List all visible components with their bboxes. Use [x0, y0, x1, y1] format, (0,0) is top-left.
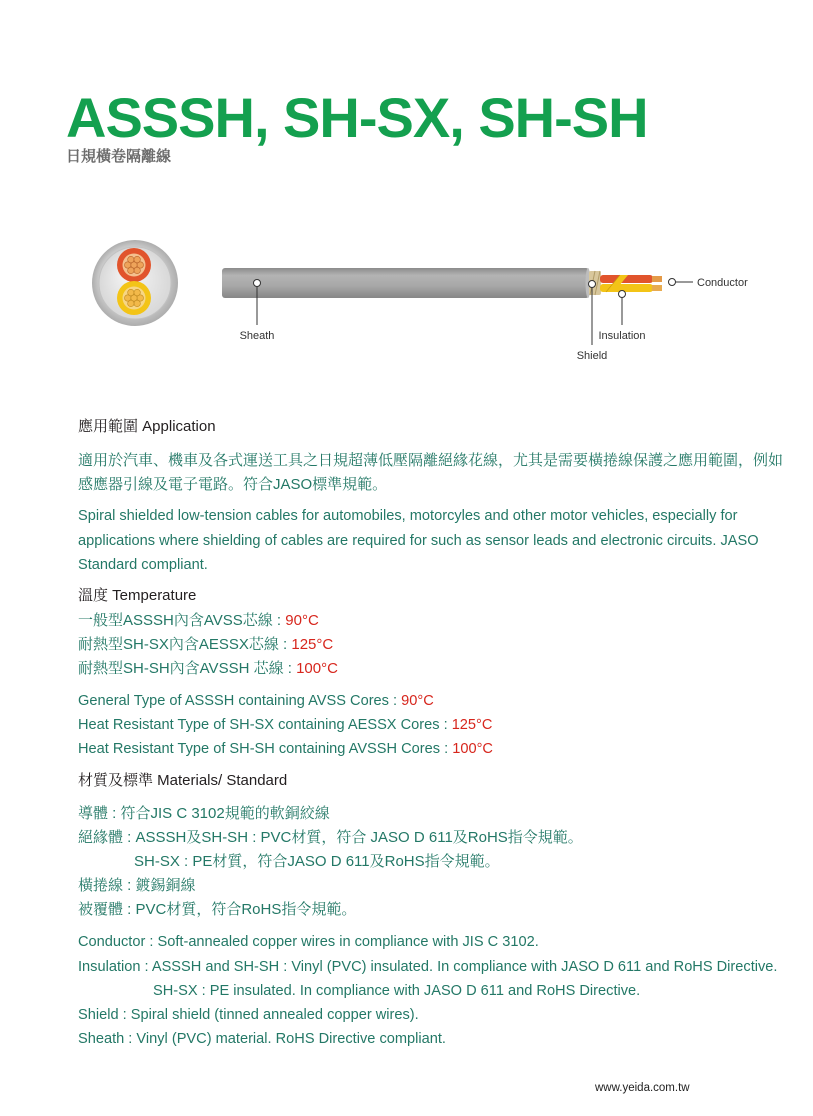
- temperature-label: 耐熱型SH-SH內含AVSSH 芯線 :: [78, 660, 292, 677]
- temperature-heading: 溫度 Temperature: [78, 587, 197, 604]
- temperature-value: 125°C: [451, 717, 493, 733]
- footer-website: www.yeida.com.tw: [595, 1082, 690, 1094]
- label-sheath: Sheath: [239, 330, 275, 342]
- temperature-label: General Type of ASSSH containing AVSS Cores :: [78, 693, 398, 709]
- temperature-value: 100°C: [296, 660, 338, 677]
- conductor-strand: [134, 267, 140, 273]
- materials-zh-line: 絕緣體 : ASSSH及SH-SH : PVC材質，符合 JASO D 611及RoHS指令規範。: [78, 829, 583, 846]
- conductor-end-bottom: [652, 285, 662, 291]
- conductor-strand: [134, 256, 140, 262]
- conductor-strand: [128, 289, 134, 295]
- callout-insulation: [598, 291, 645, 343]
- temperature-en-line: [78, 739, 493, 759]
- temperature-value: 100°C: [452, 741, 493, 757]
- application-en-line: Spiral shielded low-tension cables for automobiles, motorcyles and other motor vehicles, especially for: [78, 508, 738, 524]
- callout-dot: [589, 281, 596, 288]
- label-insulation: Insulation: [598, 330, 646, 342]
- label-conductor: Conductor: [697, 277, 748, 289]
- temperature-label: Heat Resistant Type of SH-SH containing AVSSH Cores :: [78, 741, 449, 757]
- materials-en-line: SH-SX : PE insulated. In compliance with JASO D 611 and RoHS Directive.: [153, 983, 641, 999]
- temperature-zh-line: [78, 611, 319, 631]
- materials-zh-line: 被覆體 : PVC材質，符合RoHS指令規範。: [78, 901, 357, 918]
- materials-zh-line: 導體 : 符合JIS C 3102規範的軟銅絞線: [78, 805, 330, 822]
- temperature-label: 耐熱型SH-SX內含AESSX芯線 :: [78, 636, 288, 653]
- materials-zh-line: SH-SX : PE材質，符合JASO D 611及RoHS指令規範。: [134, 853, 500, 870]
- product-title: ASSSH, SH-SX, SH-SH: [66, 86, 648, 149]
- application-zh-line: 感應器引線及電子電路。符合JASO標準規範。: [78, 476, 388, 493]
- conductor-strand: [128, 256, 134, 262]
- cable-diagram: [0, 225, 813, 375]
- materials-en-line: Sheath : Vinyl (PVC) material. RoHS Directive compliant.: [78, 1031, 446, 1047]
- temperature-zh-line: [78, 659, 338, 679]
- cable-side-view: [222, 268, 748, 362]
- core-top: [117, 248, 151, 282]
- materials-en-line: Shield : Spiral shield (tinned annealed copper wires).: [78, 1007, 419, 1023]
- callout-dot: [254, 280, 261, 287]
- cable-cross-section: [92, 240, 178, 326]
- materials-en-line: Conductor : Soft-annealed copper wires in compliance with JIS C 3102.: [78, 934, 539, 950]
- application-en-line: Standard compliant.: [78, 557, 208, 573]
- temperature-en-line: [78, 691, 434, 711]
- sheath-body: [222, 268, 589, 298]
- materials-heading: 材質及標準 Materials/ Standard: [78, 772, 288, 789]
- temperature-label: Heat Resistant Type of SH-SX containing AESSX Cores :: [78, 717, 448, 733]
- materials-zh-line: 橫捲線 : 鍍錫銅線: [78, 877, 196, 894]
- temperature-value: 125°C: [291, 636, 334, 653]
- application-en-line: applications where shielding of cables are required for such as sensor leads and electronic circuits. JASO: [78, 533, 759, 549]
- callout-dot: [669, 279, 676, 286]
- materials-en-line: Insulation : ASSSH and SH-SH : Vinyl (PVC) insulated. In compliance with JASO D 611 and RoHS Directive.: [78, 959, 778, 975]
- conductor-end-top: [652, 276, 662, 282]
- conductor-strand: [134, 300, 140, 306]
- conductor-strand: [134, 289, 140, 295]
- application-heading: 應用範圍 Application: [78, 418, 216, 435]
- callout-dot: [619, 291, 626, 298]
- product-subtitle: 日規橫卷隔離線: [66, 148, 172, 165]
- label-shield: Shield: [576, 350, 608, 362]
- application-zh-line: 適用於汽車、機車及各式運送工具之日規超薄低壓隔離絕緣花線，尤其是需要橫捲線保護之應用範圍，例如: [78, 452, 784, 469]
- insulated-wires: [600, 275, 662, 292]
- core-bottom: [117, 281, 151, 315]
- temperature-en-line: [78, 715, 492, 735]
- temperature-label: 一般型ASSSH內含AVSS芯線 :: [78, 612, 282, 629]
- callout-conductor: [669, 277, 749, 289]
- temperature-value: 90°C: [401, 693, 434, 709]
- temperature-value: 90°C: [285, 612, 319, 629]
- temperature-zh-line: [78, 635, 333, 655]
